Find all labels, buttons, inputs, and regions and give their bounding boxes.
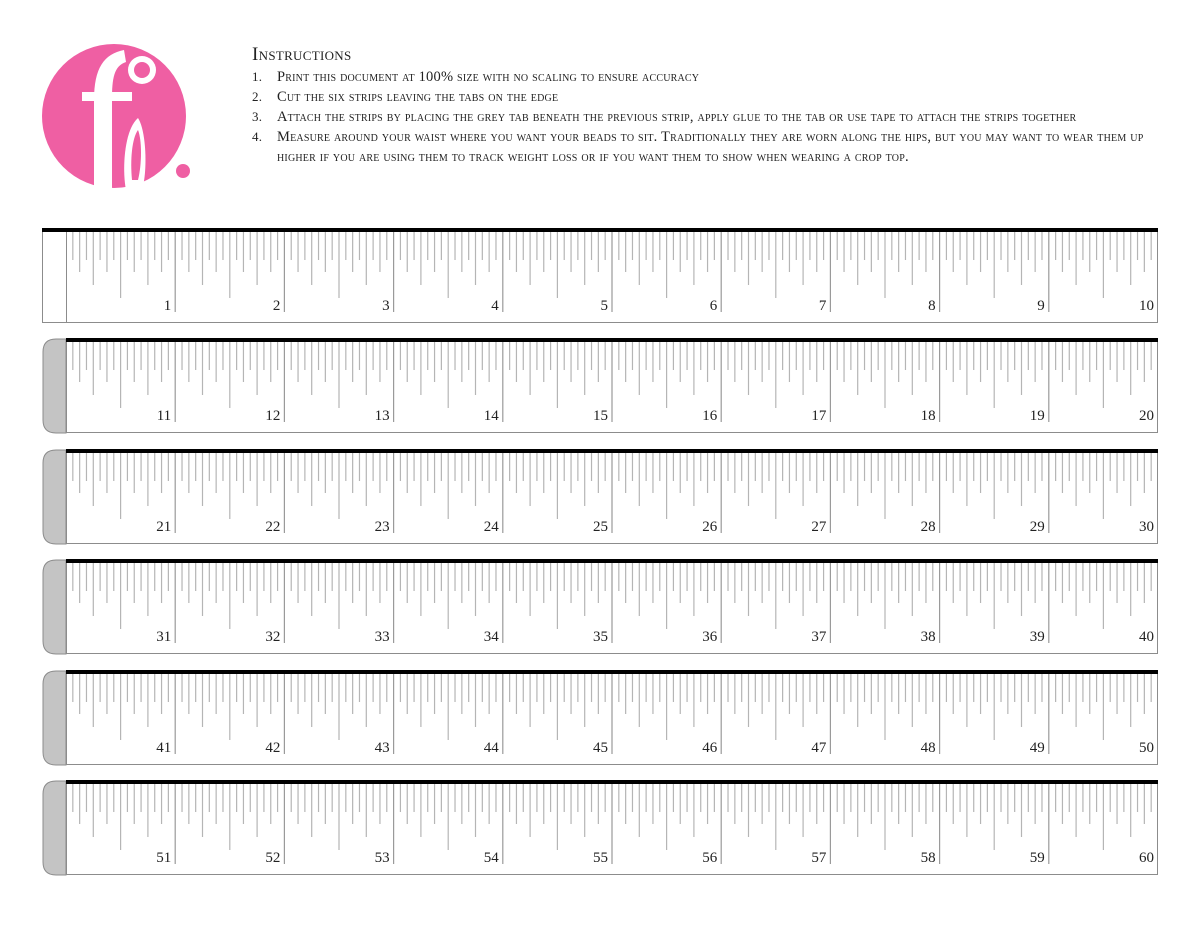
inch-label: 56 bbox=[702, 850, 718, 866]
glue-tab bbox=[43, 781, 66, 875]
inch-label: 29 bbox=[1029, 519, 1045, 535]
inch-label: 54 bbox=[483, 850, 499, 866]
ruler-graphic bbox=[42, 780, 1158, 876]
inch-label: 57 bbox=[811, 850, 827, 866]
inch-label: 40 bbox=[1139, 629, 1154, 645]
inch-label: 50 bbox=[1139, 740, 1154, 756]
inch-label: 9 bbox=[1037, 298, 1045, 314]
inch-label: 39 bbox=[1029, 629, 1045, 645]
instruction-text: Print this document at 100% size with no scaling to ensure accuracy bbox=[277, 69, 700, 85]
inch-label: 47 bbox=[811, 740, 827, 756]
inch-label: 10 bbox=[1139, 298, 1154, 314]
inch-label: 4 bbox=[491, 298, 499, 314]
inch-label: 53 bbox=[374, 850, 390, 866]
inch-label: 48 bbox=[920, 740, 936, 756]
inch-label: 18 bbox=[920, 408, 936, 424]
inch-label: 45 bbox=[593, 740, 608, 756]
logo-mark-icon bbox=[42, 40, 194, 192]
inch-label: 52 bbox=[265, 850, 281, 866]
inch-label: 2 bbox=[272, 298, 281, 314]
ruler-graphic bbox=[42, 559, 1158, 655]
inch-label: 42 bbox=[265, 740, 281, 756]
inch-label: 49 bbox=[1029, 740, 1045, 756]
inch-label: 32 bbox=[265, 629, 281, 645]
inch-label: 43 bbox=[374, 740, 390, 756]
instruction-number: 1. bbox=[252, 69, 263, 84]
glue-tab bbox=[43, 339, 66, 433]
instruction-text: Measure around your waist where you want your beads to sit. Traditionally they are worn along the hips, but you may want to wear them up higher if you are using them to track weight loss or if you want them to show when wearing a crop top. bbox=[277, 129, 1144, 165]
inch-label: 34 bbox=[483, 629, 499, 645]
ruler-strip-2 bbox=[42, 338, 1158, 434]
instruction-text: Attach the strips by placing the grey tab beneath the previous strip, apply glue to the tab or use tape to attach the strips together bbox=[277, 109, 1077, 125]
instruction-text: Cut the six strips leaving the tabs on the edge bbox=[277, 89, 559, 105]
inch-label: 37 bbox=[811, 629, 827, 645]
inch-label: 21 bbox=[156, 519, 172, 535]
inch-label: 28 bbox=[920, 519, 936, 535]
ruler-strip-6 bbox=[42, 780, 1158, 876]
inch-label: 26 bbox=[702, 519, 718, 535]
instructions-block bbox=[252, 44, 1152, 167]
ruler-strip-4 bbox=[42, 559, 1158, 655]
inch-label: 60 bbox=[1139, 850, 1154, 866]
inch-label: 27 bbox=[811, 519, 827, 535]
ruler-graphic bbox=[42, 228, 1158, 324]
inch-label: 6 bbox=[709, 298, 718, 314]
inch-label: 22 bbox=[265, 519, 281, 535]
inch-label: 44 bbox=[483, 740, 499, 756]
inch-label: 24 bbox=[483, 519, 499, 535]
inch-label: 41 bbox=[156, 740, 172, 756]
ruler-graphic bbox=[42, 670, 1158, 766]
instructions-list bbox=[252, 67, 1152, 167]
ruler-strip-3 bbox=[42, 449, 1158, 545]
instructions-title: Instructions bbox=[252, 44, 352, 65]
inch-label: 7 bbox=[818, 298, 827, 314]
glue-tab bbox=[43, 560, 66, 654]
inch-label: 1 bbox=[163, 298, 172, 314]
inch-label: 59 bbox=[1029, 850, 1045, 866]
inch-label: 23 bbox=[374, 519, 390, 535]
ruler-strip-1 bbox=[42, 228, 1158, 324]
instruction-item bbox=[252, 67, 1152, 87]
inch-label: 3 bbox=[382, 298, 390, 314]
instruction-item bbox=[252, 107, 1152, 127]
inch-label: 33 bbox=[374, 629, 390, 645]
inch-label: 25 bbox=[593, 519, 608, 535]
instruction-number: 3. bbox=[252, 109, 263, 124]
ruler-graphic bbox=[42, 338, 1158, 434]
ruler-graphic bbox=[42, 449, 1158, 545]
inch-label: 12 bbox=[265, 408, 281, 424]
instruction-item bbox=[252, 87, 1152, 107]
inch-label: 11 bbox=[156, 408, 172, 424]
inch-label: 19 bbox=[1029, 408, 1045, 424]
brand-logo bbox=[42, 40, 194, 192]
inch-label: 35 bbox=[593, 629, 608, 645]
inch-label: 58 bbox=[920, 850, 936, 866]
glue-tab bbox=[43, 671, 66, 765]
inch-label: 17 bbox=[811, 408, 827, 424]
inch-label: 51 bbox=[156, 850, 172, 866]
ruler-strip-5 bbox=[42, 670, 1158, 766]
inch-label: 14 bbox=[483, 408, 499, 424]
inch-label: 15 bbox=[593, 408, 608, 424]
inch-label: 20 bbox=[1139, 408, 1154, 424]
inch-label: 36 bbox=[702, 629, 718, 645]
inch-label: 46 bbox=[702, 740, 718, 756]
inch-label: 16 bbox=[702, 408, 718, 424]
inch-label: 31 bbox=[156, 629, 172, 645]
inch-label: 8 bbox=[928, 298, 936, 314]
inch-label: 30 bbox=[1139, 519, 1154, 535]
inch-label: 5 bbox=[600, 298, 608, 314]
instruction-number: 4. bbox=[252, 129, 263, 144]
inch-label: 13 bbox=[374, 408, 390, 424]
inch-label: 38 bbox=[920, 629, 936, 645]
instruction-number: 2. bbox=[252, 89, 263, 104]
glue-tab bbox=[43, 450, 66, 544]
instruction-item bbox=[252, 127, 1152, 167]
inch-label: 55 bbox=[593, 850, 608, 866]
